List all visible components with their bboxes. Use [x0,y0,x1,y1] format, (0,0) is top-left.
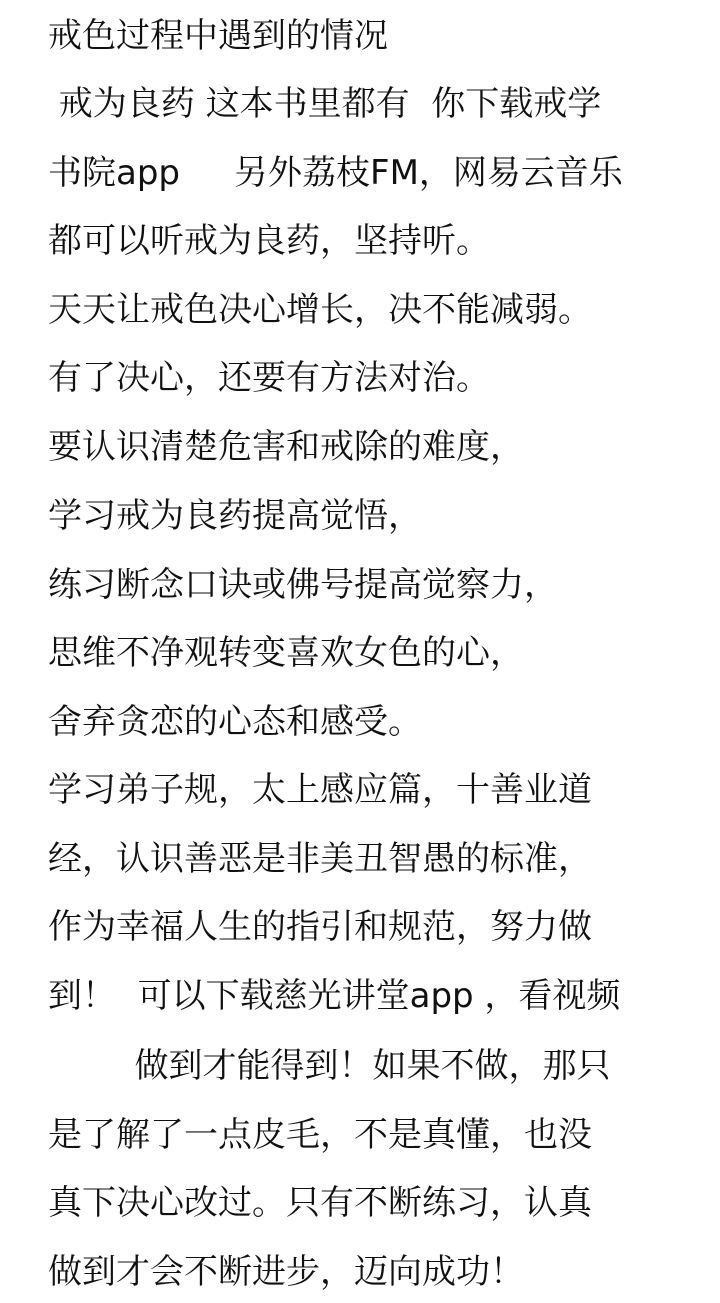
text-line: 学习弟子规，太上感应篇，十善业道 [48,770,592,810]
text-line: 天天让戒色决心增长，决不能减弱。 [48,290,592,330]
text-line: 戒为良药 这本书里都有 你下载戒学 [48,84,602,124]
text-line: 舍弃贪恋的心态和感受。 [48,702,422,742]
text-line: 真下决心改过。只有不断练习，认真 [48,1183,592,1223]
text-line: 练习断念口诀或佛号提高觉察力， [48,565,558,605]
text-line: 到！ 可以下载慈光讲堂app ，看视频 [48,976,621,1016]
text-line: 都可以听戒为良药，坚持听。 [48,221,490,261]
text-line: 做到才会不断进步，迈向成功！ [48,1252,524,1292]
text-line: 经，认识善恶是非美丑智愚的标准， [48,839,592,879]
text-line: 做到才能得到！如果不做，那只 [48,1046,611,1086]
text-line: 作为幸福人生的指引和规范，努力做 [48,907,592,947]
text-line: 学习戒为良药提高觉悟， [48,496,422,536]
text-line: 思维不净观转变喜欢女色的心， [48,633,524,673]
text-line: 戒色过程中遇到的情况 [48,16,388,56]
text-line: 书院app 另外荔枝FM，网易云音乐 [48,153,623,193]
text-line: 是了解了一点皮毛，不是真懂，也没 [48,1115,592,1155]
text-line: 有了决心，还要有方法对治。 [48,358,490,398]
text-line: 要认识清楚危害和戒除的难度， [48,427,524,467]
